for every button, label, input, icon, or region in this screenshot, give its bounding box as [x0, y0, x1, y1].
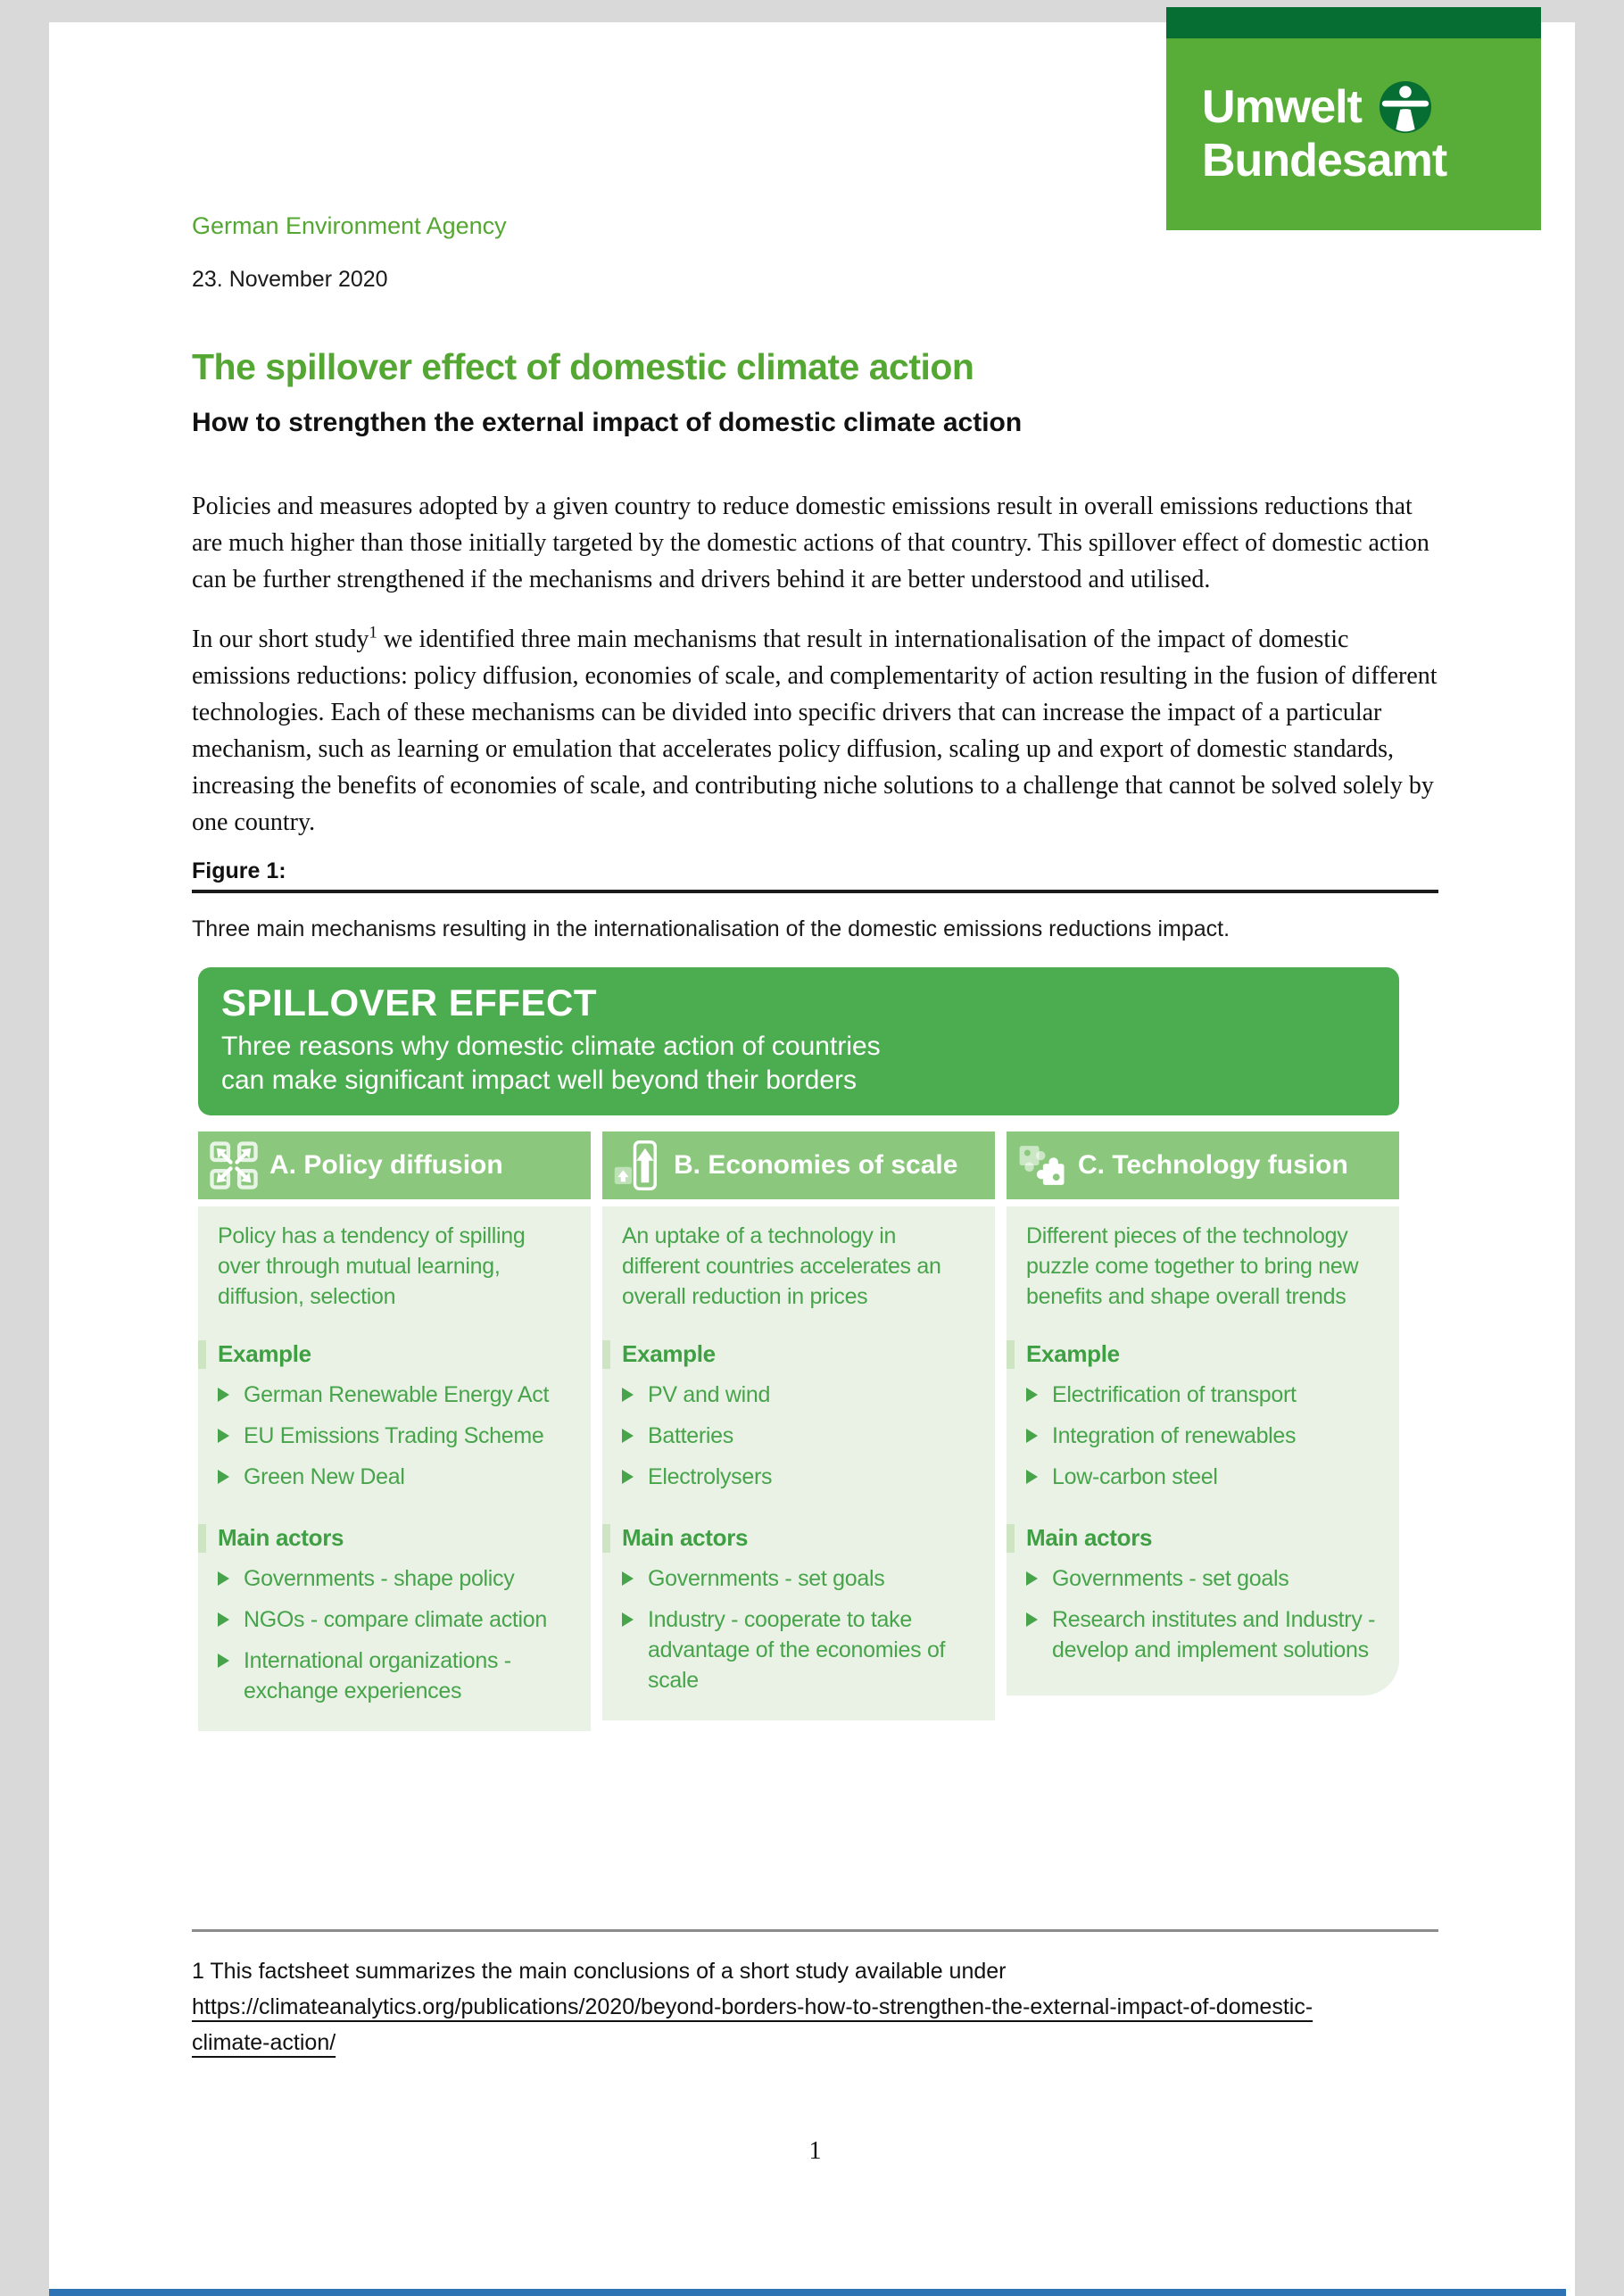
- policy-diffusion-icon: [209, 1140, 259, 1190]
- figure-1: [198, 967, 1399, 1731]
- footnote-separator: [192, 1929, 1438, 1932]
- main-actors-heading: Main actors: [218, 1524, 344, 1551]
- figure-caption: Three main mechanisms resulting in the internationalisation of the domestic emissions reductions impact.: [192, 916, 1230, 941]
- list-item: [1026, 1604, 1381, 1665]
- list-item: [1026, 1462, 1381, 1492]
- paragraph-1: Policies and measures adopted by a given country to reduce domestic emissions result in overall emissions reductions that are much higher than those initially targeted by the domestic actions of that country. This spillover effect of domestic action can be further strengthened if the mechanisms and drivers behind it are better understood and utilised.: [192, 493, 1429, 593]
- list-item: [622, 1380, 977, 1410]
- actor-item: Industry - cooperate to take advantage of the economies of scale: [648, 1607, 946, 1693]
- list-item: [1026, 1421, 1381, 1451]
- footnote-link-line1[interactable]: https://climateanalytics.org/publications/2020/beyond-borders-how-to-strengthen-the-external-impact-of-domestic-: [192, 1994, 1313, 2019]
- actor-item: Research institutes and Industry - develop and implement solutions: [1052, 1607, 1376, 1662]
- bullet-triangle-icon: [622, 1612, 634, 1627]
- bullet-triangle-icon: [1026, 1612, 1038, 1627]
- footnote: [192, 1953, 1438, 2060]
- actor-item: Governments - shape policy: [244, 1566, 515, 1591]
- column-a-body: [198, 1206, 591, 1731]
- footnote-link-line2[interactable]: climate-action/: [192, 2030, 336, 2055]
- page-number: 1: [808, 2137, 822, 2165]
- actor-item: International organizations - exchange experiences: [244, 1648, 511, 1703]
- example-item: Green New Deal: [244, 1464, 405, 1489]
- bullet-triangle-icon: [1026, 1388, 1038, 1402]
- section-tab: [1007, 1340, 1015, 1369]
- footer-blue-bar: [49, 2289, 1566, 2296]
- list-item: [622, 1421, 977, 1451]
- section-tab: [602, 1340, 610, 1369]
- column-b-body: [602, 1206, 995, 1720]
- bullet-triangle-icon: [622, 1571, 634, 1586]
- paragraph-2-text: In our short study: [192, 626, 369, 653]
- main-actors-heading: Main actors: [1026, 1524, 1153, 1551]
- bullet-triangle-icon: [622, 1429, 634, 1443]
- list-item: [218, 1604, 573, 1635]
- column-c-description: Different pieces of the technology puzzle come together to bring new benefits and shape overall trends: [1026, 1223, 1359, 1309]
- column-c-header: [1007, 1131, 1399, 1199]
- list-item: [218, 1645, 573, 1706]
- column-b-header: [602, 1131, 995, 1199]
- actor-item: NGOs - compare climate action: [244, 1607, 548, 1632]
- bullet-triangle-icon: [622, 1470, 634, 1484]
- document-page: [49, 22, 1575, 2296]
- column-a-header: [198, 1131, 591, 1199]
- column-a-title: A. Policy diffusion: [269, 1150, 503, 1180]
- column-b-description: An uptake of a technology in different countries accelerates an overall reduction in prices: [622, 1223, 941, 1309]
- example-item: Low-carbon steel: [1052, 1464, 1218, 1489]
- column-policy-diffusion: [198, 1131, 591, 1731]
- list-item: [622, 1462, 977, 1492]
- list-item: [1026, 1380, 1381, 1410]
- logo-text-line1: Umwelt: [1202, 81, 1362, 133]
- column-b-title: B. Economies of scale: [674, 1150, 958, 1180]
- bullet-triangle-icon: [218, 1429, 229, 1443]
- list-item: [622, 1563, 977, 1594]
- example-heading: Example: [218, 1340, 311, 1367]
- example-item: Integration of renewables: [1052, 1423, 1297, 1448]
- footnote-reference: 1: [369, 623, 377, 642]
- example-heading: Example: [1026, 1340, 1120, 1367]
- bullet-triangle-icon: [218, 1388, 229, 1402]
- economies-of-scale-icon: [613, 1140, 663, 1190]
- bullet-triangle-icon: [218, 1654, 229, 1668]
- footnote-link[interactable]: [192, 1994, 1313, 2055]
- section-tab: [198, 1340, 206, 1369]
- figure-banner-title: SPILLOVER EFFECT: [221, 982, 598, 1024]
- bullet-triangle-icon: [218, 1470, 229, 1484]
- figure-banner: [198, 967, 1399, 1115]
- agency-name: German Environment Agency: [192, 212, 507, 239]
- logo-text-line2: Bundesamt: [1202, 135, 1447, 186]
- list-item: [1026, 1563, 1381, 1594]
- list-item: [622, 1604, 977, 1695]
- bullet-triangle-icon: [1026, 1429, 1038, 1443]
- technology-fusion-icon: [1017, 1140, 1067, 1190]
- bullet-triangle-icon: [1026, 1470, 1038, 1484]
- bullet-triangle-icon: [1026, 1571, 1038, 1586]
- footnote-text: 1 This factsheet summarizes the main conclusions of a short study available under: [192, 1959, 1007, 1984]
- column-c-body: [1007, 1206, 1399, 1695]
- list-item: [218, 1380, 573, 1410]
- column-economies-of-scale: [602, 1131, 995, 1731]
- list-item: [218, 1421, 573, 1451]
- figure-label-rule: [192, 858, 1438, 893]
- main-actors-heading: Main actors: [622, 1524, 749, 1551]
- paragraph-2-text-cont: we identified three main mechanisms that result in internationalisation of the impact of domestic emissions reductions: policy diffusion, economies of scale, and complementarity of action resulting in the fusion of different technologies. Each of these mechanisms can be divided into specific drivers that can increase the impact of a particular mechanism, such as learning or emulation that accelerates policy diffusion, scaling up and export of domestic standards, increasing the benefits of economies of scale, and contributing niche solutions to a challenge that cannot be solved solely by one country.: [192, 626, 1438, 836]
- figure-banner-subtitle-line2: can make significant impact well beyond their borders: [221, 1065, 858, 1095]
- bullet-triangle-icon: [622, 1388, 634, 1402]
- bullet-triangle-icon: [218, 1612, 229, 1627]
- actor-item: Governments - set goals: [648, 1566, 885, 1591]
- bullet-triangle-icon: [218, 1571, 229, 1586]
- section-tab: [1007, 1524, 1015, 1553]
- example-item: Electrolysers: [648, 1464, 773, 1489]
- figure-banner-subtitle-line1: Three reasons why domestic climate action of countries: [221, 1032, 881, 1061]
- list-item: [218, 1563, 573, 1594]
- document-date: 23. November 2020: [192, 267, 388, 292]
- example-item: EU Emissions Trading Scheme: [244, 1423, 544, 1448]
- example-heading: Example: [622, 1340, 716, 1367]
- column-c-title: C. Technology fusion: [1078, 1150, 1348, 1180]
- page-title: The spillover effect of domestic climate action: [192, 346, 974, 387]
- paragraph-2: [192, 621, 1438, 841]
- list-item: [218, 1462, 573, 1492]
- column-a-description: Policy has a tendency of spilling over through mutual learning, diffusion, selection: [218, 1223, 526, 1309]
- example-item: PV and wind: [648, 1382, 771, 1407]
- column-technology-fusion: [1007, 1131, 1399, 1731]
- section-tab: [602, 1524, 610, 1553]
- actor-item: Governments - set goals: [1052, 1566, 1289, 1591]
- page-subtitle: How to strengthen the external impact of domestic climate action: [192, 408, 1023, 437]
- section-tab: [198, 1524, 206, 1553]
- figure-label: Figure 1:: [192, 858, 286, 883]
- example-item: Batteries: [648, 1423, 733, 1448]
- example-item: Electrification of transport: [1052, 1382, 1297, 1407]
- example-item: German Renewable Energy Act: [244, 1382, 550, 1407]
